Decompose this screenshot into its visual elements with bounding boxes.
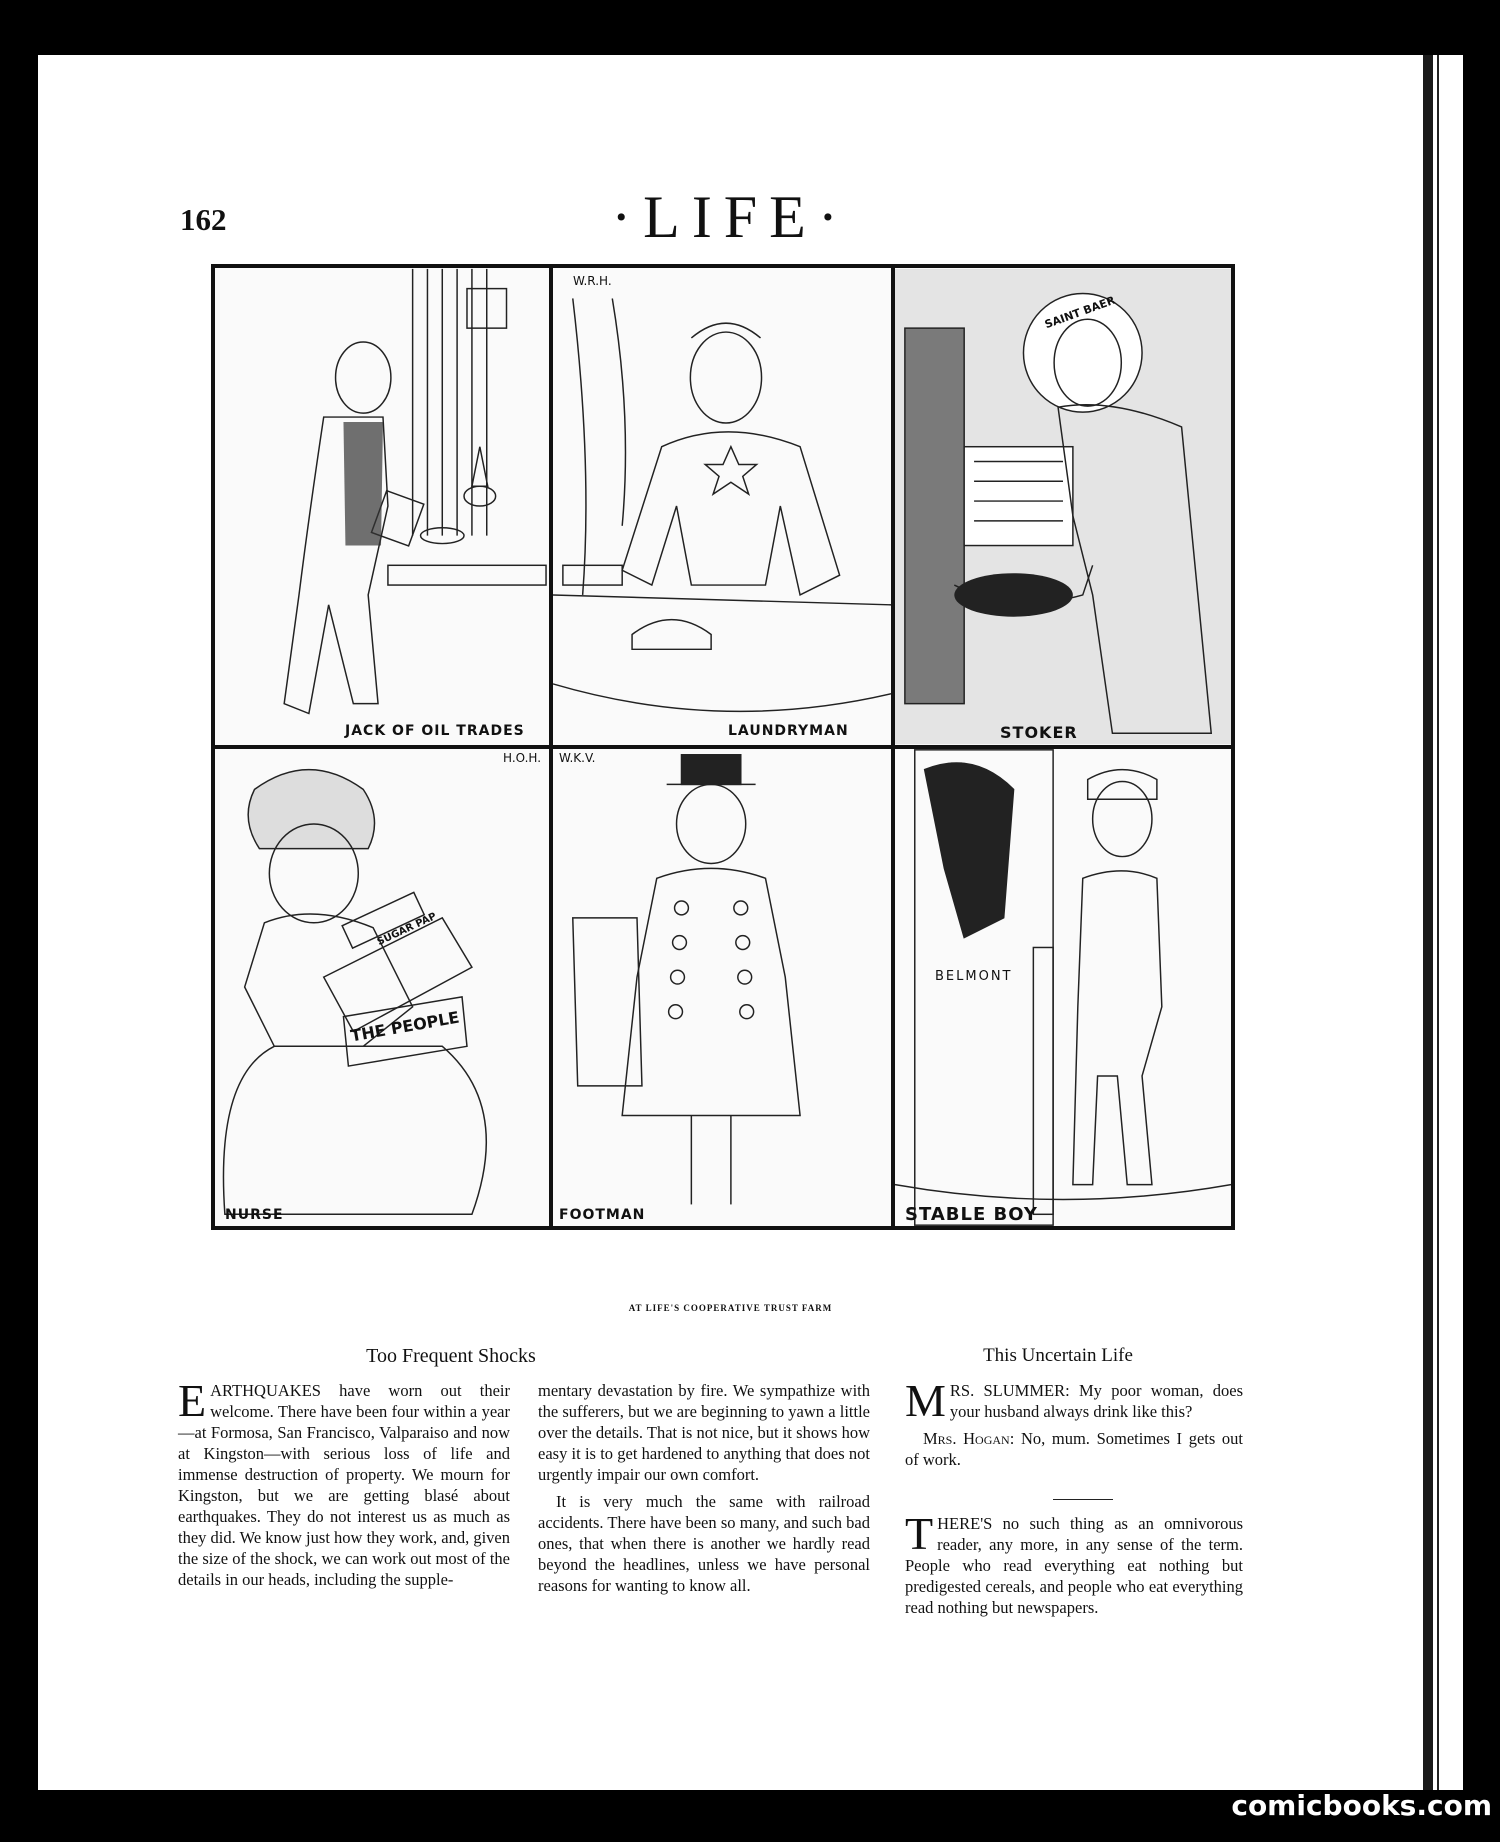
halo-inscription: SAINT BAER xyxy=(1043,293,1117,332)
drop-cap: E xyxy=(178,1375,207,1426)
comic-caption: AT LIFE'S COOPERATIVE TRUST FARM xyxy=(628,1303,833,1313)
nurse-holding-baby-illustration xyxy=(215,749,549,1226)
panel-label: STABLE BOY xyxy=(905,1204,1038,1225)
article-paragraph: ARTHQUAKES have worn out their welcome. There have been four within a year—at Formosa, San Francisco, Valparaiso and now at Kingston—with serious loss of life and immense destruction of property. We mourn for Kingston, but we are getting blasé about earthquakes. They do not interest us as much as they did. We know just how they work, and, given the size of the shock, we can work out most of the details in our heads, including the supple- xyxy=(178,1381,510,1589)
comic-panel-nurse xyxy=(213,747,551,1228)
stoker-shoveling-coal-illustration xyxy=(895,268,1231,745)
comic-panel-stoker xyxy=(893,266,1233,747)
article-paragraph: mentary devastation by fire. We sympathize with the sufferers, but we are beginning to yawn a little over the details. That is not nice, but it shows how easy it is to get hardened to anything that does not urgently impair our own comfort. xyxy=(538,1381,870,1484)
article-headline: This Uncertain Life xyxy=(983,1345,1133,1366)
masthead-title: ·LIFE· xyxy=(611,184,850,250)
magazine-page xyxy=(38,55,1423,1790)
comic-strip xyxy=(211,264,1235,1230)
section-divider xyxy=(1053,1499,1113,1500)
artist-initials: W.R.H. xyxy=(573,274,612,288)
drop-cap: M xyxy=(905,1375,946,1426)
watermark: comicbooks.com xyxy=(1231,1789,1492,1822)
article-column-3 xyxy=(905,1375,1244,1476)
comic-panel-laundryman xyxy=(551,266,893,747)
article-column-2 xyxy=(538,1380,870,1602)
comic-panel-jack-of-oil-trades xyxy=(213,266,551,747)
comic-panel-footman xyxy=(551,747,893,1228)
comic-panel-stable-boy xyxy=(893,747,1233,1228)
man-ironing-illustration xyxy=(553,268,891,745)
speaker-name: Mrs. Hogan: xyxy=(923,1429,1015,1448)
article-column-1 xyxy=(178,1375,510,1596)
article-paragraph: No, mum. Sometimes I gets out of work. xyxy=(905,1429,1244,1469)
bottle-label: SUGAR PAP xyxy=(375,911,439,948)
article-headline: Too Frequent Shocks xyxy=(366,1345,536,1367)
panel-label: STOKER xyxy=(1000,723,1078,742)
facing-page-edge xyxy=(1433,55,1463,1790)
panel-label: LAUNDRYMAN xyxy=(728,723,849,739)
page-spine xyxy=(1423,55,1433,1790)
panel-label: NURSE xyxy=(225,1207,284,1223)
article-column-3b xyxy=(905,1508,1243,1624)
article-paragraph: RS. SLUMMER: My poor woman, does your husband always drink like this? xyxy=(949,1381,1243,1421)
panel-label: JACK OF OIL TRADES xyxy=(345,723,525,739)
stable-boy-with-horse-illustration xyxy=(895,749,1231,1226)
article-paragraph: HERE'S no such thing as an omnivorous reader, any more, in any sense of the term. People who read everything eat nothing but predigested cereals, and people who eat everything read nothing but newspapers. xyxy=(905,1514,1243,1617)
drop-cap: T xyxy=(905,1508,934,1559)
stall-sign: BELMONT xyxy=(935,969,1013,984)
bundle-label: THE PEOPLE xyxy=(349,1007,461,1046)
old-man-pouring-oil-illustration xyxy=(215,268,549,745)
page-number: 162 xyxy=(180,202,227,237)
article-paragraph: It is very much the same with railroad accidents. There have been so many, and such bad ones, that when there is another we hardly read beyond the headlines, unless we have personal reasons for wanting to know all. xyxy=(538,1492,870,1595)
panel-label: FOOTMAN xyxy=(559,1207,646,1223)
footman-in-livery-illustration xyxy=(553,749,891,1226)
artist-initials: W.K.V. xyxy=(559,751,596,765)
artist-initials: H.O.H. xyxy=(503,751,542,765)
